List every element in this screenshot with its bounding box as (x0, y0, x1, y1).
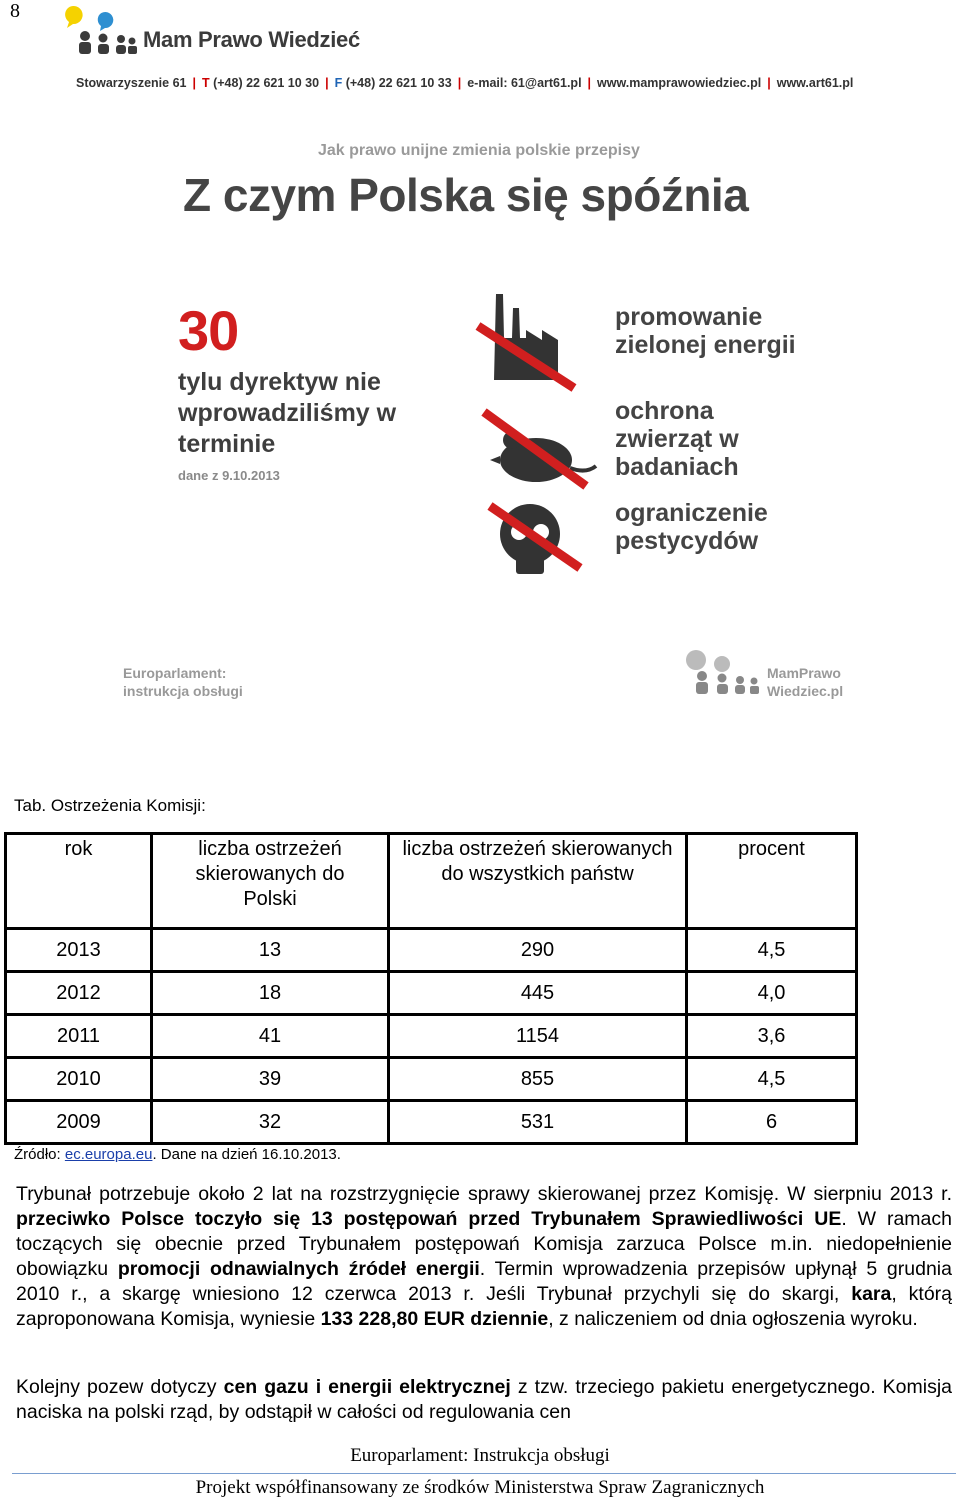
cell-year: 2011 (6, 1015, 152, 1058)
website-link: www.mamprawowiedziec.pl (597, 76, 762, 90)
source-line (14, 1146, 341, 1163)
source-link[interactable]: ec.europa.eu (64, 1146, 153, 1163)
cell-percent: 4,0 (687, 972, 857, 1015)
table-row (6, 1015, 857, 1058)
cell-all: 445 (389, 972, 687, 1015)
header-year: rok (6, 834, 152, 929)
data-date: dane z 9.10.2013 (178, 468, 280, 483)
header-all-warnings: liczba ostrzeżeń skierowanych do wszystkich państw (389, 834, 687, 929)
infographic-title: Z czym Polska się spóźnia (183, 169, 749, 221)
infographic-lead: tylu dyrektyw nie wprowadziliśmy w terminie (178, 368, 397, 458)
infographic-footer-right (767, 664, 843, 700)
p1-text-e: . Termin wprowadzenia przepisów upłynął 5 grudnia 2010 r., a skargę wniesiono 12 czerwca 2013 r. Jeśli Trybunał przychyli się do skargi, (16, 1258, 952, 1305)
phone-prefix: T (201, 76, 210, 90)
cell-percent: 4,5 (687, 1058, 857, 1101)
p1-text-a: Trybunał potrzebuje około 2 lat na rozstrzygnięcie sprawy skierowanej przez Komisję. W sierpniu 2013 r. (16, 1183, 952, 1205)
cell-poland: 41 (152, 1015, 389, 1058)
source-suffix: . Dane na dzień 16.10.2013. (152, 1146, 341, 1163)
mouse-crossed-icon (484, 412, 596, 486)
org-name: Mam Prawo Wiedzieć (143, 27, 360, 52)
cell-percent: 6 (687, 1101, 857, 1144)
people-logo-icon (58, 4, 138, 54)
warnings-table (4, 832, 858, 1145)
page-number: 8 (10, 0, 20, 22)
big-number: 30 (178, 299, 239, 362)
cell-poland: 13 (152, 929, 389, 972)
cell-percent: 4,5 (687, 929, 857, 972)
page-footer-title: Europarlament: Instrukcja obsługi (350, 1445, 610, 1466)
p2-bold-gas-energy: cen gazu i energii elektrycznej (223, 1376, 511, 1398)
cell-all: 1154 (389, 1015, 687, 1058)
p2-text-c: z tzw. trzeciego pakietu energetycznego. Komisja naciska na polski rząd, by odstąpił w całości od regulowania cen (16, 1376, 953, 1423)
crossed-icons (470, 288, 610, 588)
cell-poland: 39 (152, 1058, 389, 1101)
p1-text-i: , z naliczeniem od dnia ogłoszenia wyroku. (548, 1308, 918, 1330)
p1-bold-proceedings: przeciwko Polsce toczyło się 13 postępowań przed Trybunałem Sprawiedliwości UE (16, 1208, 842, 1230)
table-caption: Tab. Ostrzeżenia Komisji: (14, 796, 206, 815)
footer-left-line-2: instrukcja obsługi (123, 683, 243, 699)
factory-crossed-icon (478, 294, 574, 388)
header-poland-warnings: liczba ostrzeżeń skierowanych do Polski (152, 834, 389, 929)
footer-right-line-2: Wiedziec.pl (767, 683, 844, 699)
cell-all: 855 (389, 1058, 687, 1101)
cell-all: 531 (389, 1101, 687, 1144)
fax-prefix: F (334, 76, 343, 90)
header-percent: procent (687, 834, 857, 929)
cell-percent: 3,6 (687, 1015, 857, 1058)
table-row (6, 972, 857, 1015)
infographic-footer-left (123, 664, 243, 700)
email-address: e-mail: 61@art61.pl (467, 76, 582, 90)
paragraph-1 (16, 1182, 952, 1332)
website-link-2: www.art61.pl (776, 76, 854, 90)
table-row (6, 1101, 857, 1144)
phone-number: (+48) 22 621 10 30 (213, 76, 320, 90)
cell-poland: 32 (152, 1101, 389, 1144)
footer-left-line-1: Europarlament: (123, 665, 227, 681)
cell-all: 290 (389, 929, 687, 972)
table-row (6, 929, 857, 972)
p1-bold-amount: 133 228,80 EUR dziennie (320, 1308, 549, 1330)
p1-bold-renewables: promocji odnawialnych źródeł energii (117, 1258, 480, 1280)
footer-divider (12, 1473, 956, 1474)
paragraph-2 (16, 1375, 952, 1425)
association-name: Stowarzyszenie 61 (76, 76, 187, 90)
cell-year: 2009 (6, 1101, 152, 1144)
footer-right-line-1: MamPrawo (767, 665, 841, 681)
fax-number: (+48) 22 621 10 33 (345, 76, 452, 90)
cell-year: 2012 (6, 972, 152, 1015)
p2-text-a: Kolejny pozew dotyczy (16, 1376, 224, 1398)
contact-bar: Stowarzyszenie 61 | T (+48) 22 621 10 30 | F (+48) 22 621 10 33 | e-mail: 61@art61.pl | www.mamprawowiedziec.pl | www.art61.pl (76, 76, 854, 90)
table-row (6, 1058, 857, 1101)
topic-animal-protection: ochrona zwierząt w badaniach (615, 397, 739, 481)
infographic-kicker: Jak prawo unijne zmienia polskie przepisy (318, 142, 640, 159)
topic-green-energy: promowanie zielonej energii (615, 303, 796, 359)
topic-pesticides: ograniczenie pestycydów (615, 499, 768, 555)
skull-crossed-icon (490, 504, 580, 574)
source-prefix: Źródło: (14, 1146, 65, 1163)
table-header-row (6, 834, 857, 929)
cell-year: 2010 (6, 1058, 152, 1101)
p1-bold-penalty: kara (851, 1283, 892, 1305)
cell-year: 2013 (6, 929, 152, 972)
cell-poland: 18 (152, 972, 389, 1015)
page-footer-project: Projekt współfinansowany ze środków Ministerstwa Spraw Zagranicznych (195, 1477, 765, 1498)
p1-text-g: , którą zaproponowana Komisja, wyniesie (16, 1283, 953, 1330)
p1-text-c: . W ramach toczących się obecnie przed Trybunałem postępowań Komisja zarzuca Polsce m.in. niedopełnienie obowiązku (16, 1208, 952, 1280)
grey-people-logo-icon (684, 648, 764, 694)
